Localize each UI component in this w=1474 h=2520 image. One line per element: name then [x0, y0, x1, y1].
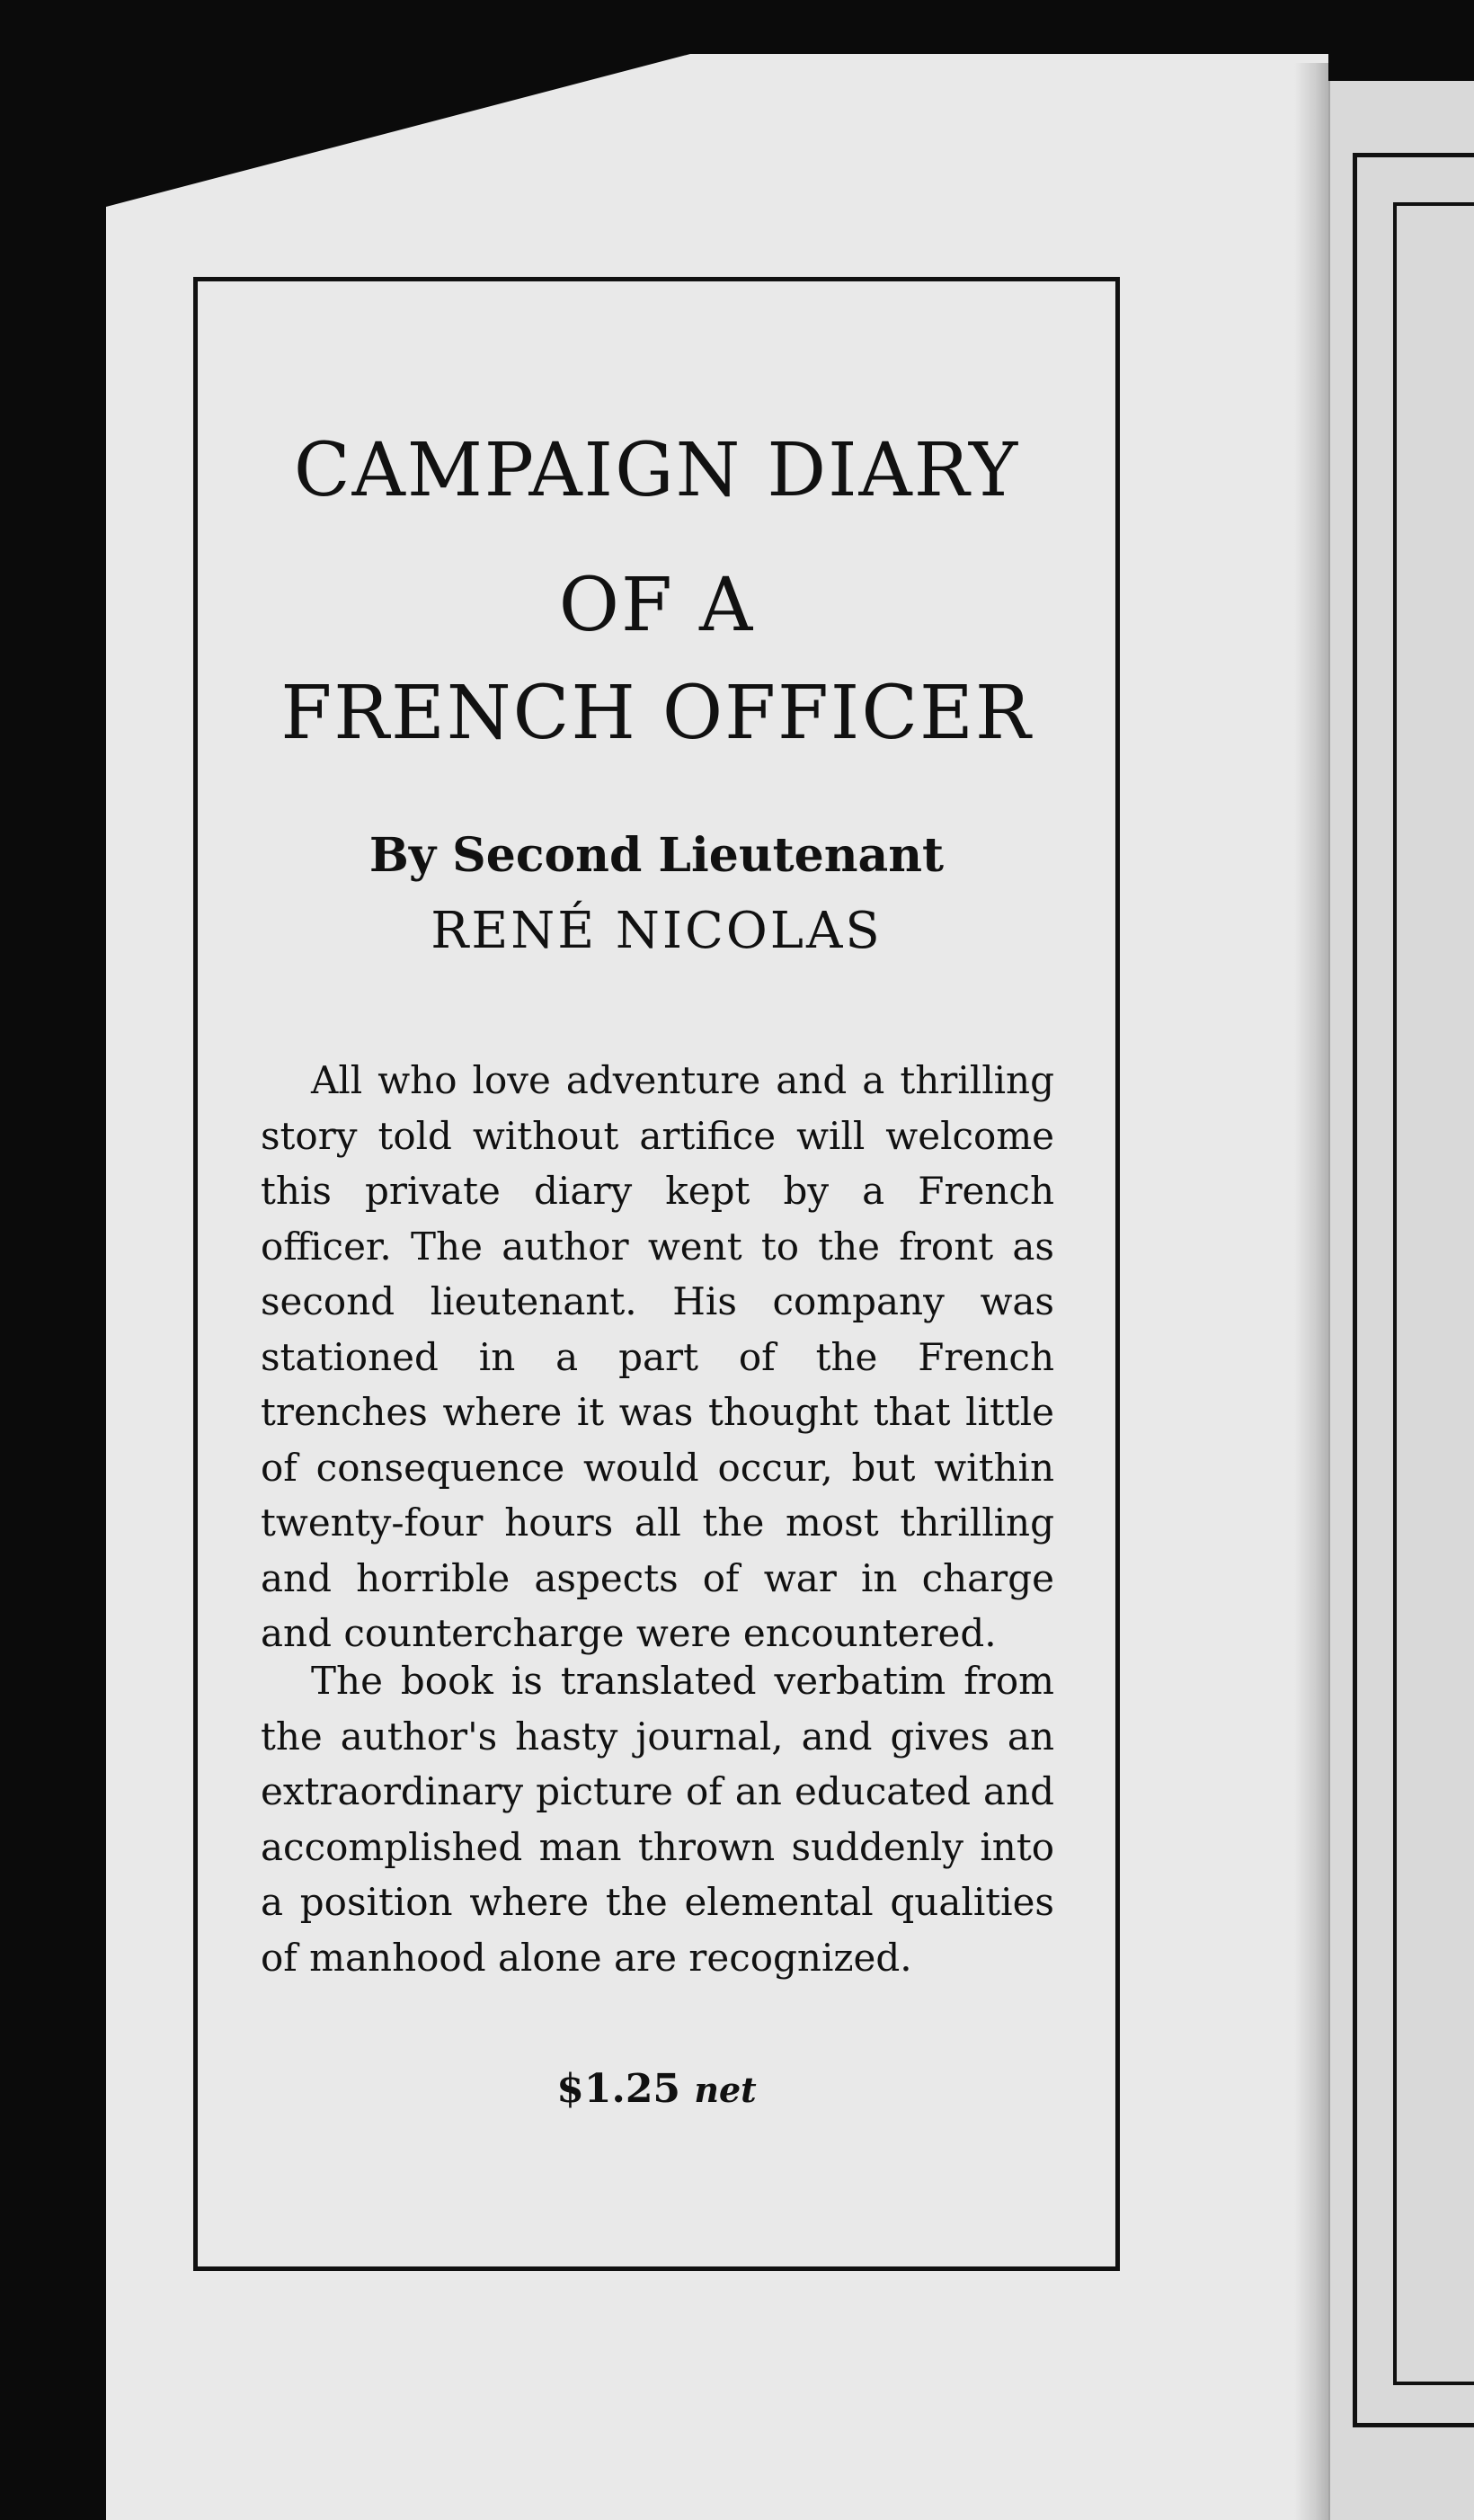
price-line — [198, 2066, 1115, 2112]
advertisement-panel — [193, 277, 1120, 2271]
price-suffix: net — [694, 2070, 757, 2110]
author-byline: By Second Lieutenant — [368, 828, 945, 883]
gutter-shadow — [1294, 63, 1330, 2520]
book-title-line-1: CAMPAIGN DIARY — [293, 428, 1020, 513]
description-paragraph-2: The book is translated verbatim from the author's hasty journal, and gives an extraordinary picture of an educated and accomplished man thrown suddenly into a position where the elemental qualities of manhood alone are recognized. — [261, 1659, 1054, 1980]
book-title-line-2: OF A — [558, 563, 755, 648]
author-name: RENÉ NICOLAS — [431, 902, 883, 960]
book-title-line-3: FRENCH OFFICER — [280, 671, 1033, 756]
adjacent-page-inner-border — [1393, 202, 1474, 2385]
description-paragraph-1: All who love adventure and a thrilling story told without artifice will welcome this private diary kept by a French officer. The author went to the front as second lieutenant. His company was stationed in a part of the French trenches where it was thought that little of consequence would occur, but within twenty-four hours all the most thrilling and horrible aspects of war in charge and countercharge were encountered. — [261, 1058, 1054, 1655]
price-amount: $1.25 — [556, 2066, 681, 2112]
